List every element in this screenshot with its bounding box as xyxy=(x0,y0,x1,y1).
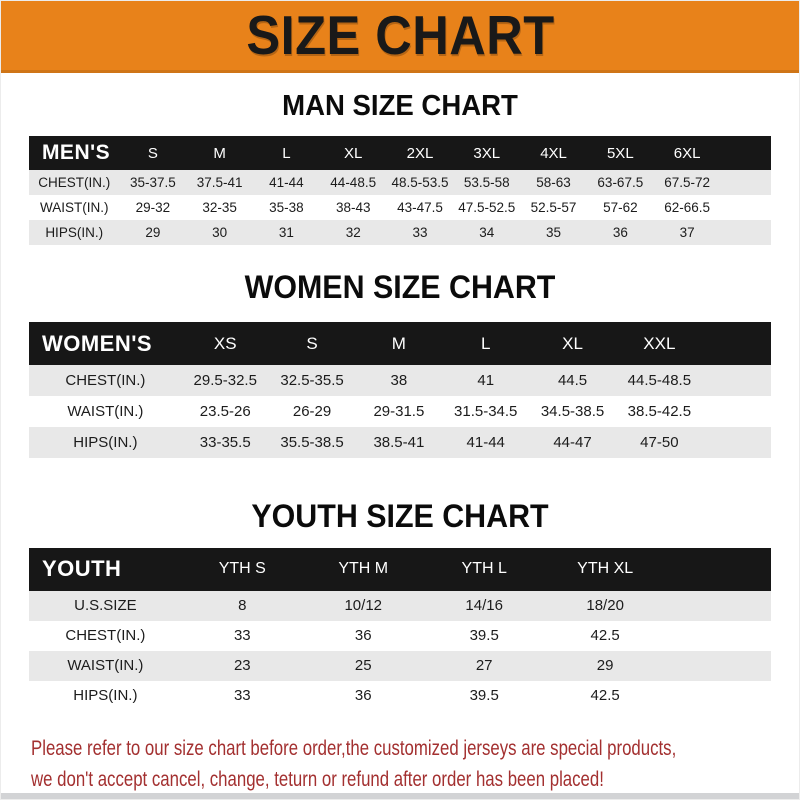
cell: 8 xyxy=(238,597,247,615)
size-column-header: L xyxy=(480,333,491,353)
table-row xyxy=(29,170,771,195)
cell: 43-47.5 xyxy=(397,200,443,216)
cell: 14/16 xyxy=(465,597,503,615)
size-column-header: XS xyxy=(213,333,237,353)
spacer-cell xyxy=(666,591,771,621)
size-column-header: S xyxy=(306,333,318,353)
cell: 18/20 xyxy=(586,597,624,615)
men-header-row xyxy=(29,136,771,170)
table-row xyxy=(29,651,771,681)
youth-size-table xyxy=(29,548,771,711)
men-table-label: MEN'S xyxy=(41,141,111,165)
spacer-cell xyxy=(703,322,771,365)
youth-table-label: YOUTH xyxy=(41,556,122,582)
cell: 29-31.5 xyxy=(373,403,425,421)
cell: 31 xyxy=(278,225,294,241)
size-column-header: XL xyxy=(562,333,583,353)
row-label: CHEST(IN.) xyxy=(38,175,111,191)
size-column-header: 3XL xyxy=(473,144,501,162)
cell: 37.5-41 xyxy=(196,175,243,191)
bottom-strip xyxy=(1,793,799,799)
cell: 62-66.5 xyxy=(664,200,710,216)
cell: 36 xyxy=(612,225,628,241)
cell: 29 xyxy=(596,657,614,675)
cell: 37 xyxy=(679,225,695,241)
row-label: WAIST(IN.) xyxy=(67,657,144,675)
size-column-header: 4XL xyxy=(540,144,567,162)
table-row xyxy=(29,681,771,711)
cell: 32-35 xyxy=(202,200,237,216)
women-chart-heading: WOMEN SIZE CHART xyxy=(244,269,556,306)
size-column-header: YTH XL xyxy=(577,560,634,578)
order-note xyxy=(1,733,799,795)
size-column-header: M xyxy=(213,144,226,162)
cell: 34.5-38.5 xyxy=(540,403,605,421)
size-column-header: YTH S xyxy=(218,560,266,578)
cell: 44.5-48.5 xyxy=(627,372,692,390)
cell: 36 xyxy=(354,627,372,645)
spacer-cell xyxy=(666,681,771,711)
cell: 47-50 xyxy=(640,434,679,452)
size-column-header: S xyxy=(147,144,158,162)
cell: 53.5-58 xyxy=(463,175,510,191)
row-label: WAIST(IN.) xyxy=(67,403,144,421)
row-label: HIPS(IN.) xyxy=(45,225,104,241)
size-column-header: 2XL xyxy=(406,144,434,162)
cell: 35-37.5 xyxy=(129,175,176,191)
cell: 34 xyxy=(479,225,495,241)
spacer-cell xyxy=(666,621,771,651)
note-line-1: Please refer to our size chart before order,the customized jerseys are special products, xyxy=(31,736,677,760)
women-header-row xyxy=(29,322,771,365)
cell: 44.5 xyxy=(557,372,588,390)
cell: 48.5-53.5 xyxy=(391,175,449,191)
women-table-label: WOMEN'S xyxy=(41,330,153,356)
cell: 41-44 xyxy=(466,434,505,452)
cell: 33 xyxy=(233,627,251,645)
cell: 33 xyxy=(233,687,251,705)
man-chart-heading: MAN SIZE CHART xyxy=(282,90,518,122)
cell: 38 xyxy=(390,372,408,390)
spacer-cell xyxy=(666,548,771,591)
page-title: SIZE CHART xyxy=(245,4,555,66)
cell: 38.5-42.5 xyxy=(627,403,692,421)
cell: 32.5-35.5 xyxy=(280,372,344,390)
table-row xyxy=(29,591,771,621)
cell: 67.5-72 xyxy=(664,175,710,191)
cell: 63-67.5 xyxy=(597,175,644,191)
cell: 23 xyxy=(233,657,251,675)
spacer-cell xyxy=(721,195,772,220)
row-label: HIPS(IN.) xyxy=(73,434,138,452)
youth-chart-heading: YOUTH SIZE CHART xyxy=(251,498,549,535)
table-row xyxy=(29,195,771,220)
cell: 35-38 xyxy=(269,200,304,216)
note-line-2: we don't accept cancel, change, teturn or refund after order has been placed! xyxy=(31,767,604,791)
cell: 25 xyxy=(354,657,372,675)
cell: 27 xyxy=(475,657,493,675)
banner xyxy=(1,1,799,73)
cell: 32 xyxy=(345,225,361,241)
table-row xyxy=(29,220,771,245)
women-size-table xyxy=(29,322,771,458)
spacer-cell xyxy=(666,651,771,681)
spacer-cell xyxy=(721,170,772,195)
size-column-header: XL xyxy=(344,144,363,162)
spacer-cell xyxy=(703,396,771,427)
cell: 38.5-41 xyxy=(373,434,425,452)
cell: 52.5-57 xyxy=(530,200,577,216)
cell: 39.5 xyxy=(469,687,499,705)
cell: 41-44 xyxy=(269,175,304,191)
cell: 30 xyxy=(212,225,228,241)
cell: 58-63 xyxy=(536,175,571,191)
cell: 29.5-32.5 xyxy=(193,372,257,390)
cell: 38-43 xyxy=(335,200,371,216)
spacer-cell xyxy=(703,427,771,458)
row-label: CHEST(IN.) xyxy=(65,372,146,390)
cell: 47.5-52.5 xyxy=(458,200,516,216)
table-row xyxy=(29,427,771,458)
cell: 33 xyxy=(412,225,428,241)
table-row xyxy=(29,396,771,427)
size-column-header: L xyxy=(282,144,291,162)
cell: 29-32 xyxy=(135,200,171,216)
cell: 26-29 xyxy=(292,403,332,421)
size-column-header: XXL xyxy=(643,333,676,353)
size-column-header: 5XL xyxy=(606,144,634,162)
cell: 10/12 xyxy=(344,597,383,615)
cell: 33-35.5 xyxy=(199,434,251,452)
spacer-cell xyxy=(703,365,771,396)
men-size-table xyxy=(29,136,771,245)
table-row xyxy=(29,365,771,396)
cell: 42.5 xyxy=(590,687,620,705)
table-row xyxy=(29,621,771,651)
size-column-header: YTH M xyxy=(338,560,389,578)
cell: 41 xyxy=(477,372,495,390)
cell: 29 xyxy=(145,225,161,241)
size-column-header: YTH L xyxy=(461,560,507,578)
row-label: HIPS(IN.) xyxy=(73,687,138,705)
size-column-header: 6XL xyxy=(673,144,701,162)
row-label: U.S.SIZE xyxy=(74,597,137,615)
cell: 44-47 xyxy=(553,434,592,452)
youth-header-row xyxy=(29,548,771,591)
cell: 36 xyxy=(354,687,372,705)
cell: 42.5 xyxy=(590,627,620,645)
cell: 35.5-38.5 xyxy=(280,434,344,452)
spacer-cell xyxy=(721,220,772,245)
cell: 44-48.5 xyxy=(330,175,377,191)
cell: 39.5 xyxy=(469,627,499,645)
row-label: CHEST(IN.) xyxy=(65,627,146,645)
cell: 57-62 xyxy=(603,200,638,216)
row-label: WAIST(IN.) xyxy=(39,200,109,216)
spacer-cell xyxy=(721,136,772,170)
cell: 31.5-34.5 xyxy=(454,403,518,421)
cell: 23.5-26 xyxy=(199,403,251,421)
cell: 35 xyxy=(546,225,562,241)
size-column-header: M xyxy=(391,333,406,353)
